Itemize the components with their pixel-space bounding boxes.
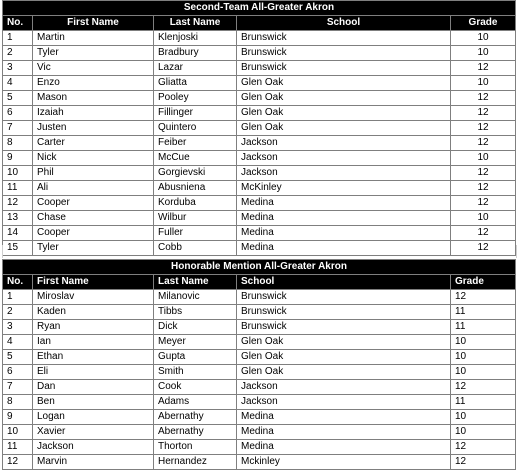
- cell-first-name: Tyler: [33, 46, 154, 61]
- table-row: [3, 380, 516, 395]
- table-row: [3, 320, 516, 335]
- cell-grade: 12: [451, 290, 516, 305]
- cell-school: Jackson: [237, 380, 451, 395]
- cell-last-name: Abernathy: [154, 410, 237, 425]
- table-header-row: [3, 275, 516, 290]
- cell-first-name: Justen: [33, 121, 154, 136]
- cell-last-name: Quintero: [154, 121, 237, 136]
- cell-no: 1: [3, 31, 33, 46]
- cell-school: Brunswick: [237, 320, 451, 335]
- cell-last-name: Lazar: [154, 61, 237, 76]
- table-row: [3, 61, 516, 76]
- cell-first-name: Chase: [33, 211, 154, 226]
- cell-last-name: Pooley: [154, 91, 237, 106]
- table-row: [3, 211, 516, 226]
- cell-school: Jackson: [237, 395, 451, 410]
- second-team-table: [2, 0, 516, 256]
- cell-school: Glen Oak: [237, 365, 451, 380]
- cell-last-name: Gliatta: [154, 76, 237, 91]
- cell-first-name: Nick: [33, 151, 154, 166]
- cell-first-name: Dan: [33, 380, 154, 395]
- table-header-row: [3, 16, 516, 31]
- cell-no: 13: [3, 211, 33, 226]
- cell-first-name: Marvin: [33, 455, 154, 470]
- cell-no: 2: [3, 46, 33, 61]
- table-row: [3, 305, 516, 320]
- cell-grade: 10: [451, 410, 516, 425]
- cell-no: 3: [3, 61, 33, 76]
- column-header-first-name: First Name: [33, 275, 154, 290]
- cell-grade: 12: [451, 380, 516, 395]
- cell-first-name: Enzo: [33, 76, 154, 91]
- cell-grade: 12: [451, 91, 516, 106]
- cell-no: 7: [3, 380, 33, 395]
- cell-school: Glen Oak: [237, 121, 451, 136]
- cell-no: 9: [3, 151, 33, 166]
- cell-last-name: Thorton: [154, 440, 237, 455]
- cell-last-name: Feiber: [154, 136, 237, 151]
- table-row: [3, 425, 516, 440]
- table-row: [3, 410, 516, 425]
- cell-no: 2: [3, 305, 33, 320]
- cell-no: 9: [3, 410, 33, 425]
- cell-school: Jackson: [237, 166, 451, 181]
- cell-grade: 10: [451, 211, 516, 226]
- cell-no: 6: [3, 106, 33, 121]
- cell-grade: 12: [451, 106, 516, 121]
- table-row: [3, 181, 516, 196]
- cell-school: Jackson: [237, 151, 451, 166]
- table-row: [3, 106, 516, 121]
- cell-last-name: Meyer: [154, 335, 237, 350]
- cell-school: Medina: [237, 425, 451, 440]
- table-title: Second-Team All-Greater Akron: [3, 1, 516, 16]
- cell-grade: 11: [451, 395, 516, 410]
- cell-last-name: McCue: [154, 151, 237, 166]
- table-spacer-row: [2, 245, 517, 258]
- cell-school: Glen Oak: [237, 335, 451, 350]
- cell-first-name: Tyler: [33, 241, 154, 256]
- cell-no: 5: [3, 91, 33, 106]
- cell-grade: 12: [451, 241, 516, 256]
- cell-last-name: Gupta: [154, 350, 237, 365]
- cell-last-name: Hernandez: [154, 455, 237, 470]
- table-row: [3, 440, 516, 455]
- cell-first-name: Miroslav: [33, 290, 154, 305]
- cell-no: 4: [3, 76, 33, 91]
- cell-school: Brunswick: [237, 46, 451, 61]
- cell-grade: 12: [451, 226, 516, 241]
- cell-school: Medina: [237, 211, 451, 226]
- cell-grade: 12: [451, 440, 516, 455]
- cell-no: 12: [3, 455, 33, 470]
- cell-first-name: Ian: [33, 335, 154, 350]
- cell-grade: 12: [451, 166, 516, 181]
- cell-no: 4: [3, 335, 33, 350]
- column-header-last-name: Last Name: [154, 275, 237, 290]
- cell-grade: 10: [451, 31, 516, 46]
- cell-first-name: Martin: [33, 31, 154, 46]
- cell-no: 1: [3, 290, 33, 305]
- column-header-school: School: [237, 16, 451, 31]
- column-header-last-name: Last Name: [154, 16, 237, 31]
- cell-school: Medina: [237, 226, 451, 241]
- cell-grade: 12: [451, 136, 516, 151]
- cell-first-name: Logan: [33, 410, 154, 425]
- cell-no: 3: [3, 320, 33, 335]
- table-row: [3, 136, 516, 151]
- table-row: [3, 350, 516, 365]
- table-row: [3, 455, 516, 470]
- cell-no: 8: [3, 136, 33, 151]
- cell-first-name: Izaiah: [33, 106, 154, 121]
- cell-grade: 10: [451, 425, 516, 440]
- cell-grade: 12: [451, 181, 516, 196]
- column-header-no: No.: [3, 275, 33, 290]
- cell-no: 14: [3, 226, 33, 241]
- cell-first-name: Cooper: [33, 196, 154, 211]
- cell-last-name: Wilbur: [154, 211, 237, 226]
- column-header-first-name: First Name: [33, 16, 154, 31]
- cell-first-name: Vic: [33, 61, 154, 76]
- cell-grade: 11: [451, 305, 516, 320]
- cell-school: Brunswick: [237, 31, 451, 46]
- cell-grade: 10: [451, 151, 516, 166]
- cell-school: Jackson: [237, 136, 451, 151]
- column-header-school: School: [237, 275, 451, 290]
- table-title-row: [3, 1, 516, 16]
- cell-first-name: Ben: [33, 395, 154, 410]
- table-row: [3, 290, 516, 305]
- cell-school: Medina: [237, 241, 451, 256]
- cell-no: 5: [3, 350, 33, 365]
- cell-grade: 10: [451, 46, 516, 61]
- cell-no: 10: [3, 166, 33, 181]
- cell-grade: 12: [451, 61, 516, 76]
- column-header-grade: Grade: [451, 16, 516, 31]
- cell-no: 6: [3, 365, 33, 380]
- cell-school: Medina: [237, 440, 451, 455]
- table-row: [3, 166, 516, 181]
- table-row: [3, 121, 516, 136]
- cell-school: Medina: [237, 410, 451, 425]
- cell-last-name: Gorgievski: [154, 166, 237, 181]
- cell-grade: 10: [451, 350, 516, 365]
- cell-school: Brunswick: [237, 290, 451, 305]
- cell-no: 15: [3, 241, 33, 256]
- cell-last-name: Tibbs: [154, 305, 237, 320]
- table-row: [3, 151, 516, 166]
- cell-grade: 12: [451, 196, 516, 211]
- cell-last-name: Abusniena: [154, 181, 237, 196]
- cell-first-name: Eli: [33, 365, 154, 380]
- table-row: [3, 226, 516, 241]
- cell-last-name: Fillinger: [154, 106, 237, 121]
- cell-last-name: Abernathy: [154, 425, 237, 440]
- cell-school: Glen Oak: [237, 350, 451, 365]
- cell-last-name: Adams: [154, 395, 237, 410]
- cell-no: 11: [3, 440, 33, 455]
- cell-first-name: Xavier: [33, 425, 154, 440]
- cell-last-name: Bradbury: [154, 46, 237, 61]
- table-row: [3, 395, 516, 410]
- table-row: [3, 46, 516, 61]
- cell-grade: 10: [451, 335, 516, 350]
- cell-grade: 11: [451, 320, 516, 335]
- column-header-grade: Grade: [451, 275, 516, 290]
- cell-last-name: Cook: [154, 380, 237, 395]
- cell-grade: 12: [451, 121, 516, 136]
- table-title: Honorable Mention All-Greater Akron: [3, 260, 516, 275]
- cell-school: Mckinley: [237, 455, 451, 470]
- cell-grade: 10: [451, 365, 516, 380]
- cell-last-name: Milanovic: [154, 290, 237, 305]
- cell-no: 10: [3, 425, 33, 440]
- cell-first-name: Jackson: [33, 440, 154, 455]
- cell-no: 12: [3, 196, 33, 211]
- cell-school: Brunswick: [237, 61, 451, 76]
- cell-first-name: Ryan: [33, 320, 154, 335]
- cell-last-name: Fuller: [154, 226, 237, 241]
- cell-school: Medina: [237, 196, 451, 211]
- cell-school: McKinley: [237, 181, 451, 196]
- cell-last-name: Smith: [154, 365, 237, 380]
- cell-grade: 10: [451, 76, 516, 91]
- cell-no: 8: [3, 395, 33, 410]
- cell-last-name: Cobb: [154, 241, 237, 256]
- cell-first-name: Mason: [33, 91, 154, 106]
- cell-school: Brunswick: [237, 305, 451, 320]
- cell-first-name: Phil: [33, 166, 154, 181]
- honorable-mention-table: [2, 259, 516, 470]
- table-row: [3, 91, 516, 106]
- cell-grade: 12: [451, 455, 516, 470]
- cell-first-name: Ethan: [33, 350, 154, 365]
- cell-last-name: Klenjoski: [154, 31, 237, 46]
- cell-first-name: Carter: [33, 136, 154, 151]
- cell-first-name: Kaden: [33, 305, 154, 320]
- table-row: [3, 76, 516, 91]
- cell-first-name: Ali: [33, 181, 154, 196]
- table-row: [3, 31, 516, 46]
- cell-last-name: Korduba: [154, 196, 237, 211]
- cell-last-name: Dick: [154, 320, 237, 335]
- cell-no: 11: [3, 181, 33, 196]
- cell-school: Glen Oak: [237, 106, 451, 121]
- table-title-row: [3, 260, 516, 275]
- cell-no: 7: [3, 121, 33, 136]
- table-row: [3, 196, 516, 211]
- cell-school: Glen Oak: [237, 76, 451, 91]
- cell-first-name: Cooper: [33, 226, 154, 241]
- table-row: [3, 365, 516, 380]
- table-row: [3, 335, 516, 350]
- cell-school: Glen Oak: [237, 91, 451, 106]
- column-header-no: No.: [3, 16, 33, 31]
